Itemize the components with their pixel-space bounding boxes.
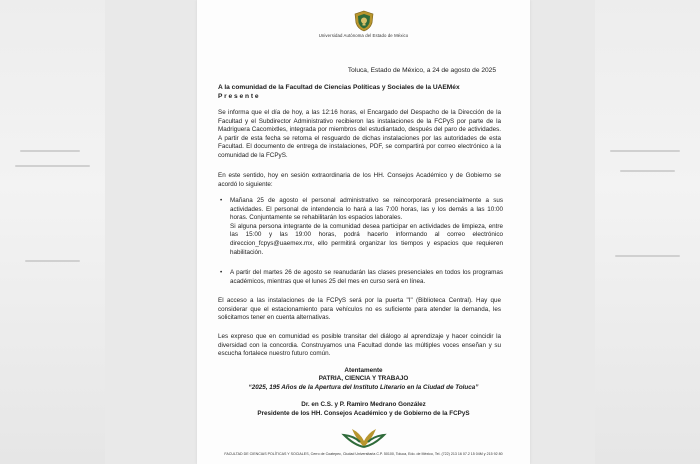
letter-page (197, 0, 530, 464)
background-blur-right (595, 0, 700, 464)
ghost-text-line (620, 170, 675, 172)
paragraph-announcement: Se informa que el día de hoy, a las 12:16 horas, el Encargado del Despacho de la Dirección de la Facultad y el Subdirector Administrativo recibieron las instalaciones de la FCPyS por parte de la Madriguera Cacomixtles, integrada por miembros del estudiantado, después del paro de actividades. A partir de esta fecha se retoma el resguardo de dichas instalaciones por las autoridades de esta Facultad. El documento de entrega de instalaciones, PDF, se compartirá por correo electrónico a la comunidad de la FCPyS. (218, 109, 501, 159)
bullet-item (220, 269, 503, 286)
addressee-line: A la comunidad de la Facultad de Ciencias Políticas y Sociales de la UAEMéx (218, 84, 460, 91)
signer-name: Dr. en C.S. y P. Ramiro Medrano González (301, 401, 426, 409)
ghost-text-line (25, 260, 80, 262)
background-blur-left (0, 0, 105, 464)
motto: PATRIA, CIENCIA Y TRABAJO (318, 375, 409, 383)
bullet-text-continued: Si alguna persona integrante de la comunidad desea participar en actividades de limpieza, entre las 15:00 y las 19:00 horas, podrá hacerlo informando al correo electrónico direccion_fcpys@uaemex.mx, ello permitirá organizar los tiempos y espacios que requieren habilitación. (230, 222, 503, 256)
signature-block (197, 367, 530, 418)
anniversary-legend: “2025, 195 Años de la Apertura del Instituto Literario en la Ciudad de Toluca” (248, 383, 479, 391)
greeting: P r e s e n t e (218, 92, 259, 100)
faculty-ornament-icon (336, 425, 392, 449)
bullet-item (220, 197, 503, 257)
bullet-icon: • (220, 269, 223, 276)
date-line: Toluca, Estado de México, a 24 de agosto de 2025 (347, 67, 496, 74)
footer-address: FACULTAD DE CIENCIAS POLÍTICAS Y SOCIALES, Cerro de Coatepec, Ciudad Universitaria C.P. 50100, Toluca, Edo. de México, Tel. (722) 213 16 07.2 15 04M y 215 92 80 (224, 452, 503, 456)
university-name: Universidad Autónoma del Estado de México (318, 33, 409, 38)
bullet-text: A partir del martes 26 de agosto se reanudarán las clases presenciales en todos los programas académicos, mientras que el lunes 25 del mes en curso será en línea. (230, 269, 503, 285)
paragraph-agreement-intro: En este sentido, hoy en sesión extraordinaria de los HH. Consejos Académico y de Gobierno se acordó lo siguiente: (218, 172, 501, 188)
paragraph-access: El acceso a las instalaciones de la FCPyS será por la puerta "I" (Biblioteca Central). Hay que considerar que el estacionamiento para vehículos no es suficiente para atender la demanda, les solicitamos tener en cuenta alternativas. (218, 297, 501, 322)
bullet-icon: • (220, 197, 223, 204)
closing: Atentamente (344, 367, 383, 374)
university-crest-icon (353, 10, 375, 32)
letterhead (197, 10, 530, 38)
ghost-text-line (615, 255, 680, 257)
bullet-text: Mañana 25 de agosto el personal administrativo se reincorporará presencialmente a sus actividades. El personal de intendencia lo hará a las 7:00 horas, las y los demás a las 10:00 horas. Conjuntamente se rehabilitarán los espacios laborales. (230, 197, 503, 222)
ghost-text-line (20, 150, 80, 152)
signer-title: Presidente de los HH. Consejos Académico y de Gobierno de la FCPyS (257, 409, 470, 417)
paragraph-closing-message: Les expreso que en comunidad es posible transitar del diálogo al aprendizaje y hacer coincidir la diversidad con la concordia. Construyamos una Facultad donde las múltiples voces enseñan y su escucha fortalece nuestro futuro común. (218, 333, 501, 358)
addressee (218, 84, 460, 101)
ghost-text-line (610, 150, 680, 152)
ghost-text-line (15, 165, 90, 167)
